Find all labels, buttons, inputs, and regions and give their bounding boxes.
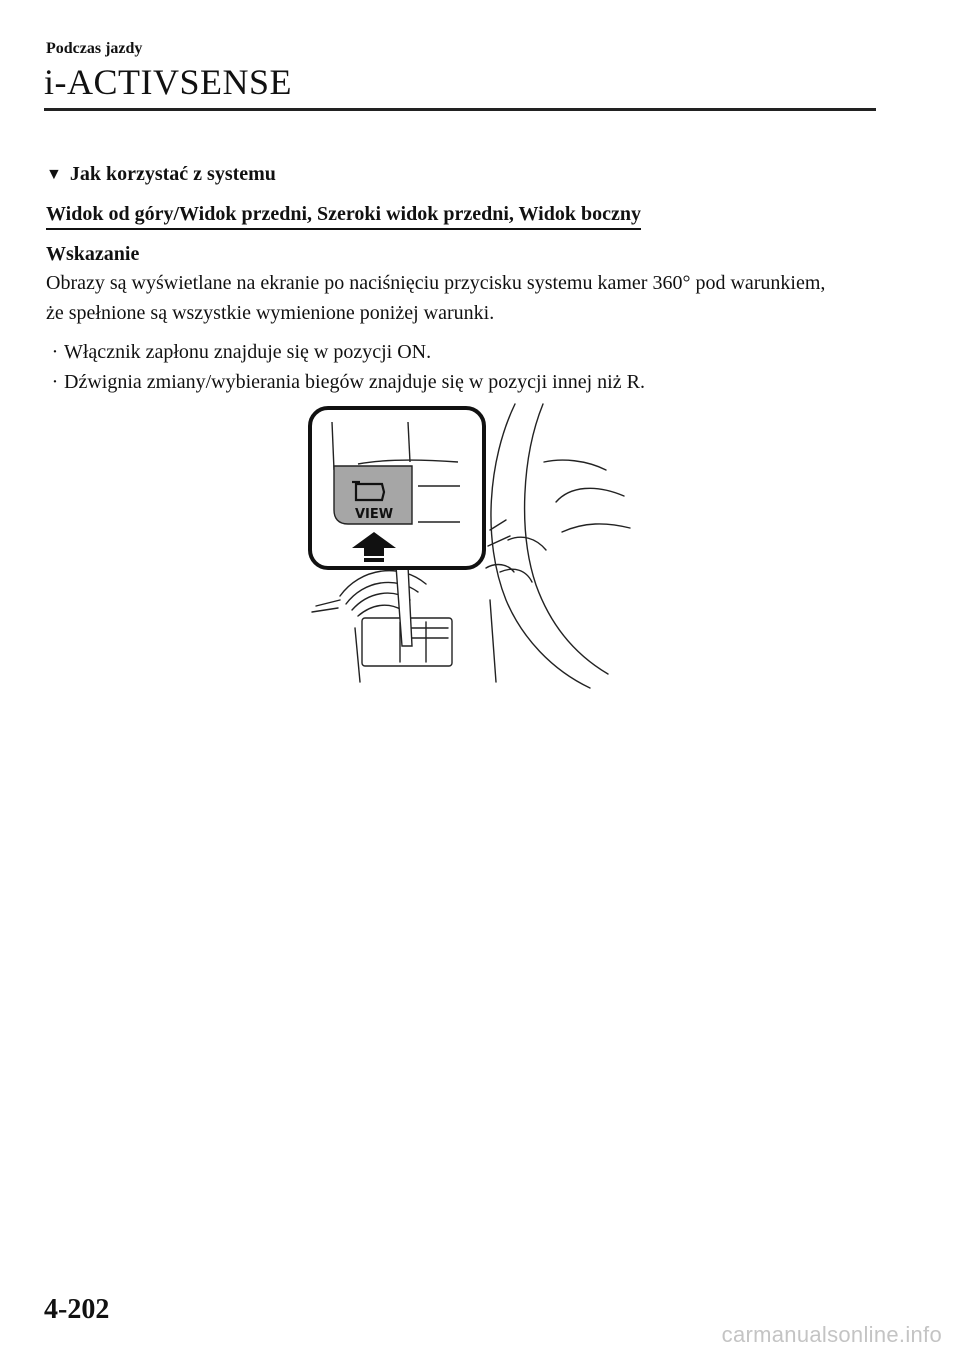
page-number: 4-202 — [44, 1294, 110, 1325]
list-item-text: Dźwignia zmiany/wybierania biegów znajduje się w pozycji innej niż R. — [64, 371, 645, 393]
bullet-dot-icon: · — [51, 371, 59, 393]
conditions-list — [46, 337, 645, 397]
list-item — [46, 337, 645, 367]
header-rule — [44, 108, 876, 111]
subheading — [46, 163, 276, 186]
indication-paragraph: Obrazy są wyświetlane na ekranie po naciśnięciu przycisku systemu kamer 360° pod warunkiem, że spełnione są wszystkie wymienione poniżej warunki. — [46, 272, 826, 324]
view-button-label: VIEW — [354, 507, 394, 522]
list-item — [46, 367, 645, 397]
section-label: Podczas jazdy — [46, 40, 143, 57]
bullet-dot-icon: · — [51, 341, 59, 363]
view-button-illustration — [300, 400, 640, 690]
subheading-text: Jak korzystać z systemu — [69, 163, 276, 185]
list-item-text: Włącznik zapłonu znajduje się w pozycji ON. — [64, 341, 432, 363]
chapter-title: i-ACTIVSENSE — [44, 62, 292, 102]
indication-label: Wskazanie — [46, 243, 140, 265]
triangle-down-icon: ▼ — [46, 165, 62, 183]
watermark: carmanualsonline.info — [721, 1322, 942, 1347]
subsection-title: Widok od góry/Widok przedni, Szeroki widok przedni, Widok boczny — [46, 203, 641, 230]
